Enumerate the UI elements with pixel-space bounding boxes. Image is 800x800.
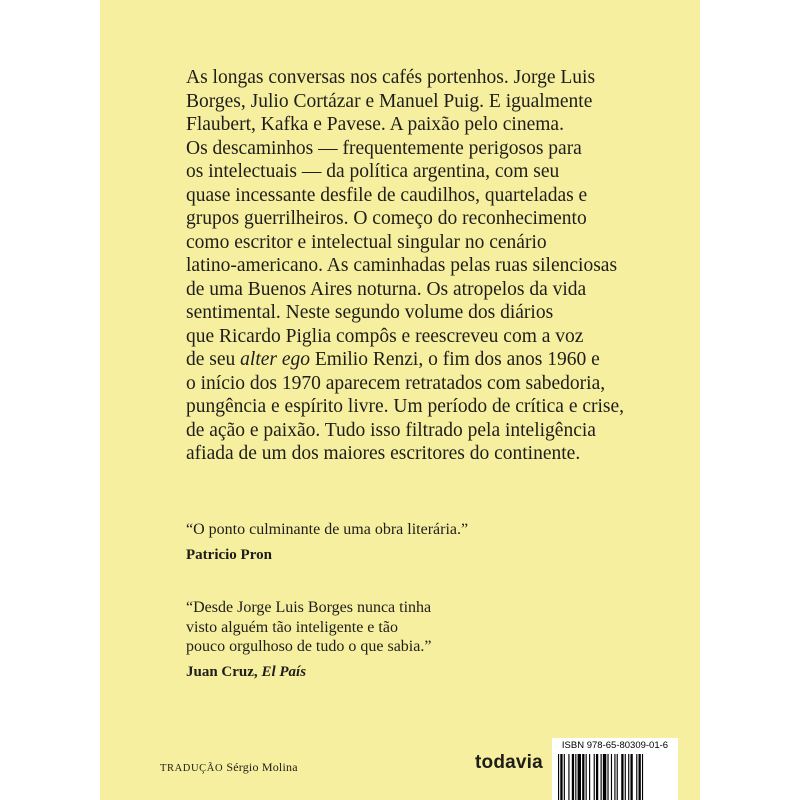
- barcode-bar: [617, 754, 618, 800]
- blurb-line: os intelectuais — da política argentina, com seu: [186, 161, 560, 182]
- alter-ego-italic: alter ego: [240, 349, 311, 370]
- blurb-line: que Ricardo Piglia compôs e reescreveu com a voz: [186, 325, 584, 347]
- quote-attribution: [186, 663, 646, 683]
- barcode-bar: [614, 754, 615, 800]
- barcode-bar: [594, 754, 595, 800]
- barcode-bar: [603, 754, 606, 800]
- quote-line: visto alguém tão inteligente e tão: [186, 618, 398, 636]
- translator-credit: [160, 760, 298, 775]
- barcode-bar: [636, 754, 637, 800]
- barcode-bar: [642, 754, 643, 800]
- quote-author: Patricio Pron: [186, 546, 272, 563]
- blurb-line-part: de seu: [186, 349, 241, 370]
- barcode-bar: [575, 754, 576, 800]
- credit-role: TRADUÇÃO: [160, 763, 224, 774]
- blurb-line-part: Emilio Renzi, o fim dos anos 1960 e: [310, 349, 600, 370]
- barcode-bar: [611, 754, 612, 800]
- blurb-line: de uma Buenos Aires noturna. Os atropelos da vida: [186, 278, 587, 300]
- back-cover: [100, 0, 700, 800]
- barcode-bar: [625, 754, 626, 800]
- quote-line: “O ponto culminante de uma obra literária.”: [186, 521, 469, 538]
- blurb-text: [186, 66, 706, 466]
- quote-line: pouco orgulhoso de tudo o que sabia.”: [186, 638, 432, 655]
- blurb-line: grupos guerrilheiros. O começo do reconhecimento: [186, 208, 587, 229]
- barcode-bar: [628, 754, 629, 800]
- barcode-bar: [564, 754, 565, 800]
- blurb-line: latino-americano. As caminhadas pelas ruas silenciosas: [186, 255, 618, 276]
- blurb-line: o início dos 1970 aparecem retratados com sabedoria,: [186, 372, 606, 394]
- barcode-bar: [578, 754, 581, 800]
- barcode-bar: [630, 754, 632, 800]
- blurb-line: pungência e espírito livre. Um período de crítica e crise,: [186, 396, 625, 417]
- review-quote: [186, 520, 646, 565]
- barcode-bar: [607, 754, 608, 800]
- barcode-bar: [568, 754, 569, 800]
- quote-line: “Desde Jorge Luis Borges nunca tinha: [186, 599, 432, 616]
- review-quote: [186, 598, 646, 682]
- blurb-line: Os descaminhos — frequentemente perigosos para: [186, 137, 582, 159]
- blurb-line: quase incessante desfile de caudilhos, quarteladas e: [186, 184, 588, 206]
- quote-source: El País: [261, 663, 307, 680]
- barcode-bar: [601, 754, 602, 800]
- barcode-bar: [560, 754, 562, 800]
- barcode-bar: [596, 754, 598, 800]
- blurb-line: Flaubert, Kafka e Pavese. A paixão pelo cinema.: [186, 114, 564, 135]
- blurb-line: afiada de um dos maiores escritores do continente.: [186, 443, 581, 464]
- quote-author: Juan Cruz,: [186, 663, 262, 680]
- barcode-bar: [586, 754, 587, 800]
- blurb-line: sentimental. Neste segundo volume dos diários: [186, 302, 554, 323]
- blurb-line: As longas conversas nos cafés portenhos. Jorge Luis: [186, 67, 596, 88]
- barcode-bars: [558, 754, 672, 800]
- publisher-logo: todavia: [475, 752, 543, 773]
- barcode-bar: [558, 754, 559, 800]
- barcode-bar: [589, 754, 590, 800]
- barcode-bar: [621, 754, 623, 800]
- blurb-line: [186, 348, 706, 372]
- barcode-bar: [582, 754, 584, 800]
- barcode: [552, 738, 678, 800]
- credit-name: Sérgio Molina: [226, 760, 298, 774]
- quote-attribution: [186, 546, 646, 566]
- blurb-line: Borges, Julio Cortázar e Manuel Puig. E igualmente: [186, 90, 593, 112]
- barcode-bar: [639, 754, 641, 800]
- blurb-line: como escritor e intelectual singular no cenário: [186, 231, 547, 253]
- blurb-line: de ação e paixão. Tudo isso filtrado pela inteligência: [186, 419, 596, 441]
- barcode-bar: [572, 754, 574, 800]
- isbn-number: ISBN 978-65-80309-01-6: [561, 740, 669, 751]
